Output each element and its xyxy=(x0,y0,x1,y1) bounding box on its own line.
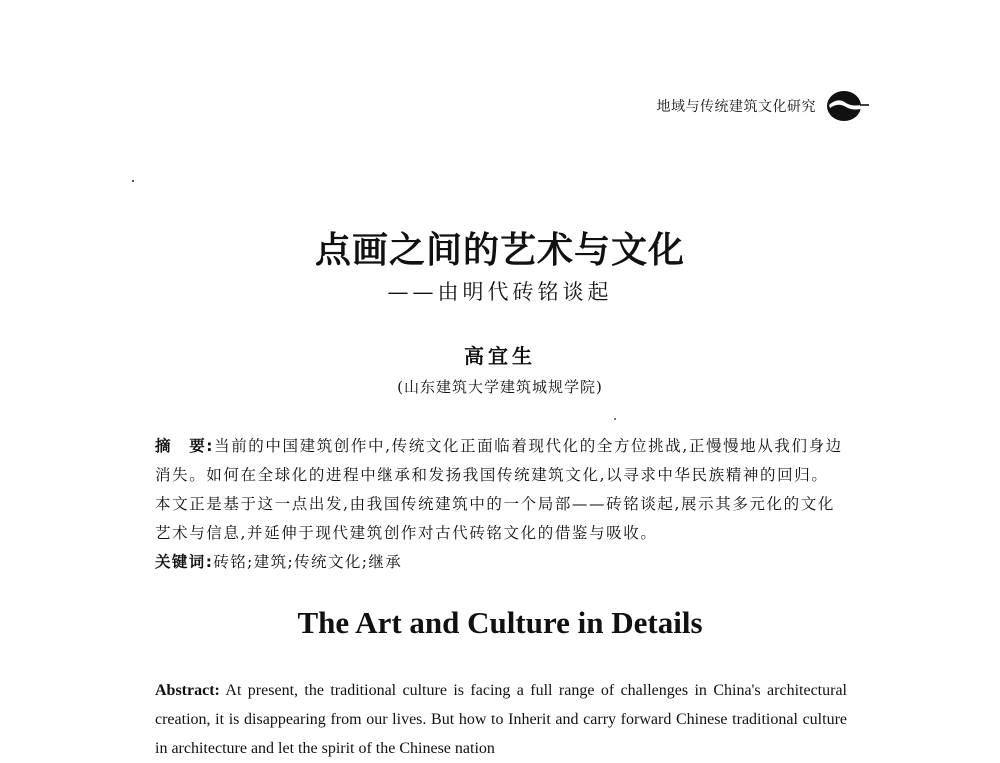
keywords-cn-label: 关键词: xyxy=(155,553,214,571)
author-name: 高宜生 xyxy=(464,344,536,368)
article-title-en: The Art and Culture in Details xyxy=(297,605,703,640)
abstract-en-text: At present, the traditional culture is facing a full range of challenges in China's architectural creation, it is disappearing from our lives. But how to Inherit and carry forward Chinese traditional culture in architecture and let the spirit of the Chinese nation xyxy=(155,682,848,757)
keywords-cn xyxy=(155,548,845,576)
article-title-cn: 点画之间的艺术与文化 xyxy=(314,229,685,271)
running-header xyxy=(657,88,871,124)
scan-speck xyxy=(614,418,616,420)
abstract-cn-text: 当前的中国建筑创作中,传统文化正面临着现代化的全方位挑战,正慢慢地从我们身边消失。如何在全球化的进程中继承和发扬我国传统建筑文化,以寻求中华民族精神的回归。本文正是基于这一点出发,由我国传统建筑中的一个局部——砖铭谈起,展示其多元化的文化艺术与信息,并延伸于现代建筑创作对古代砖铭文化的借鉴与吸收。 xyxy=(155,437,843,542)
abstract-cn xyxy=(155,432,845,548)
journal-logo-icon xyxy=(824,88,870,124)
article-subtitle-cn: ——由明代砖铭谈起 xyxy=(387,280,613,304)
author-affiliation: (山东建筑大学建筑城规学院) xyxy=(397,378,603,396)
abstract-en-label: Abstract: xyxy=(155,682,220,699)
abstract-cn-label: 摘 要: xyxy=(155,437,215,455)
journal-name: 地域与传统建筑文化研究 xyxy=(656,99,816,115)
scan-speck xyxy=(132,180,134,182)
keywords-cn-text: 砖铭;建筑;传统文化;继承 xyxy=(213,553,403,571)
abstract-en xyxy=(155,676,847,763)
